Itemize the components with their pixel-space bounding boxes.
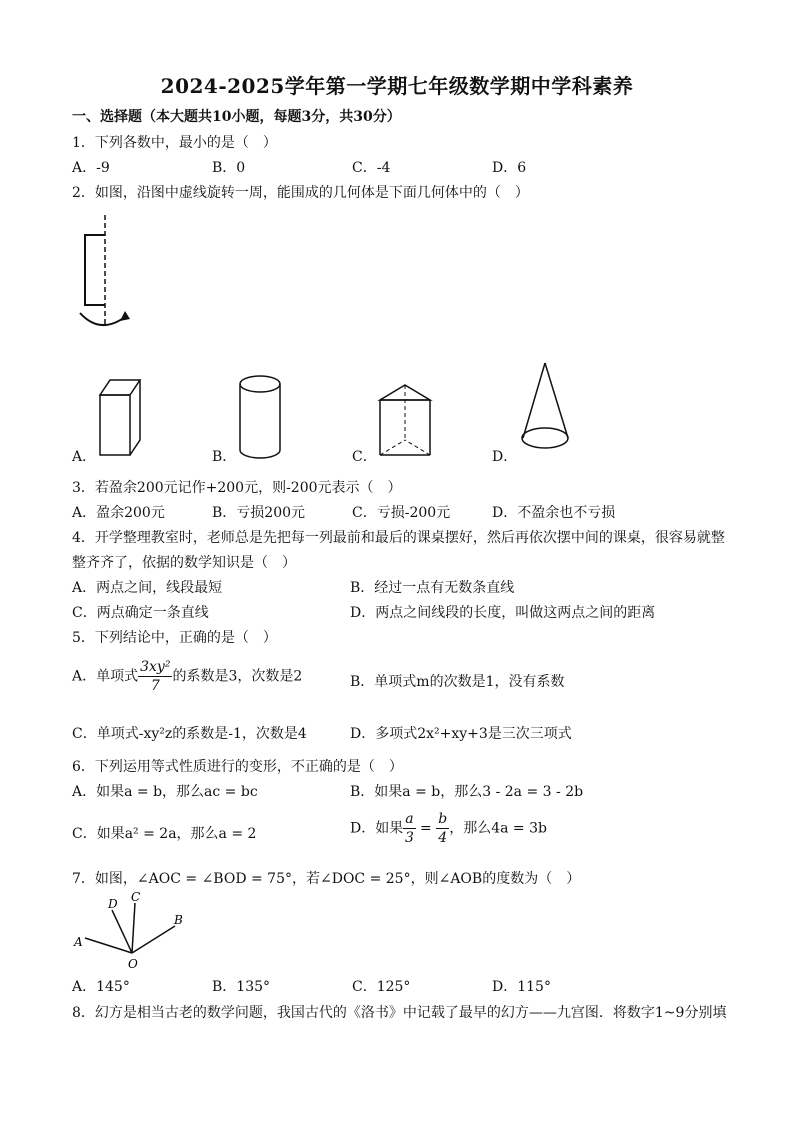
q7-option-b: B．135°: [212, 979, 271, 995]
section-heading: 一、选择题（本大题共10小题，每题3分，共30分）: [72, 109, 401, 125]
q2-option-a: A．: [72, 449, 97, 465]
question-2-stem: 2．如图，沿图中虚线旋转一周，能围成的几何体是下面几何体中的（ ）: [72, 185, 529, 201]
q4-option-d: D．两点之间线段的长度，叫做这两点之间的距离: [350, 605, 656, 621]
q5-option-b: B．单项式m的次数是1，没有系数: [350, 674, 565, 690]
q3-option-b: B．亏损200元: [212, 505, 306, 521]
question-4-stem-line2: 整齐齐了，依据的数学知识是（ ）: [72, 555, 296, 571]
page-title: 2024-2025学年第一学期七年级数学期中学科素养: [160, 74, 634, 98]
angle-figure: [70, 888, 200, 973]
label-a: A: [74, 935, 83, 949]
cylinder-shape: [235, 372, 285, 462]
q6-option-d: [350, 812, 547, 845]
q6-d-fraction-b: [436, 812, 449, 845]
q7-option-a: A．145°: [72, 979, 130, 995]
q3-option-d: D．不盈余也不亏损: [492, 505, 616, 521]
q4-option-a: A．两点之间，线段最短: [72, 580, 223, 596]
q6-d-prefix: D．如果: [350, 820, 404, 837]
q6-option-c: C．如果a² = 2a，那么a = 2: [72, 826, 257, 842]
q5-a-prefix: A．单项式: [72, 668, 139, 685]
q5-a-denominator: 7: [150, 678, 160, 694]
q6-d-fraction-a: [403, 812, 415, 845]
label-d: D: [108, 897, 118, 911]
q2-option-b: B．: [212, 449, 237, 465]
question-4-stem-line1: 4．开学整理教室时，老师总是先把每一列最前和最后的课桌摆好，然后再依次摆中间的课桌，很容易就整: [72, 530, 725, 546]
q6-option-b: B．如果a = b，那么3 - 2a = 3 - 2b: [350, 784, 584, 800]
q6-d-suffix: ，那么4a = 3b: [449, 820, 547, 837]
label-c: C: [131, 890, 141, 904]
question-5-stem: 5．下列结论中，正确的是（ ）: [72, 630, 277, 646]
question-1-stem: 1．下列各数中，最小的是（ ）: [72, 135, 277, 151]
cuboid-shape: [95, 375, 155, 460]
q6-d-equals: =: [420, 820, 432, 837]
q5-option-a: [72, 660, 302, 693]
q5-a-numerator: 3xy²: [140, 659, 171, 675]
q2-option-c: C．: [352, 449, 377, 465]
label-o: O: [128, 957, 138, 971]
q1-option-c: C．-4: [352, 160, 391, 176]
q1-option-a: A．-9: [72, 160, 110, 176]
q3-option-a: A．盈余200元: [72, 505, 165, 521]
question-8-stem: 8．幻方是相当古老的数学问题，我国古代的《洛书》中记载了最早的幻方——九宫图．将数字1~9分别填: [72, 1005, 727, 1021]
q4-option-b: B．经过一点有无数条直线: [350, 580, 515, 596]
q5-a-suffix: 的系数是3，次数是2: [172, 668, 303, 685]
q2-option-d: D．: [492, 449, 518, 465]
question-6-stem: 6．下列运用等式性质进行的变形，不正确的是（ ）: [72, 759, 403, 775]
q7-option-c: C．125°: [352, 979, 411, 995]
cone-shape: [518, 360, 578, 455]
q6-option-a: A．如果a = b，那么ac = bc: [72, 784, 258, 800]
prism-shape: [375, 380, 445, 462]
q5-a-fraction: [138, 660, 172, 693]
q1-option-d: D．6: [492, 160, 527, 176]
q5-option-d: D．多项式2x²+xy+3是三次三项式: [350, 726, 572, 742]
q3-option-c: C．亏损-200元: [352, 505, 451, 521]
q4-option-c: C．两点确定一条直线: [72, 605, 209, 621]
q1-option-b: B．0: [212, 160, 246, 176]
q6-d-f1-numerator: a: [405, 811, 414, 827]
question-3-stem: 3．若盈余200元记作+200元，则-200元表示（ ）: [72, 480, 402, 496]
question-7-stem: 7．如图，∠AOC = ∠BOD = 75°，若∠DOC = 25°，则∠AOB的度数为（ ）: [72, 871, 581, 887]
label-b: B: [174, 913, 183, 927]
q6-d-f2-denominator: 4: [438, 830, 448, 846]
rotation-figure: [70, 205, 140, 335]
q6-d-f1-denominator: 3: [404, 830, 414, 846]
q5-option-c: C．单项式-xy²z的系数是-1，次数是4: [72, 726, 307, 742]
q7-option-d: D．115°: [492, 979, 551, 995]
q6-d-f2-numerator: b: [438, 811, 448, 827]
